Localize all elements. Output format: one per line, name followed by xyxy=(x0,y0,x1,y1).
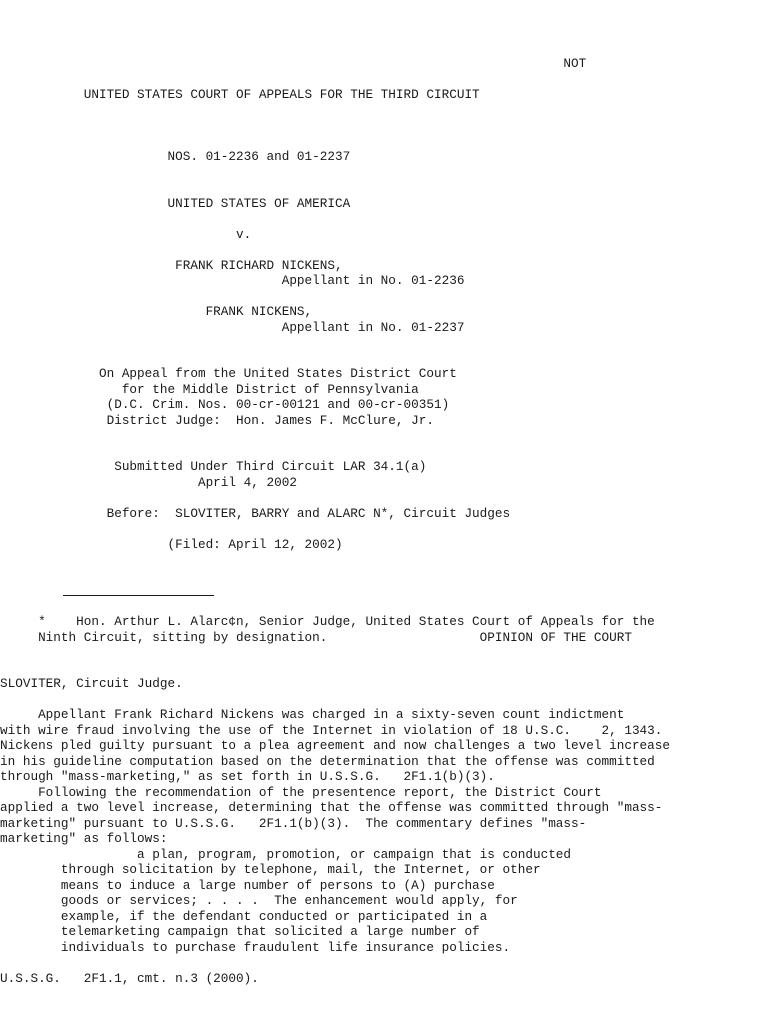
body-line-9: marketing" as follows: xyxy=(0,831,168,846)
body-line-6: Following the recommendation of the presentence report, the District Court xyxy=(0,785,602,800)
body-line-8: marketing" pursuant to U.S.S.G. 2F1.1(b)(3). The commentary defines "mass- xyxy=(0,816,587,831)
footnote-separator xyxy=(63,595,214,596)
quote-line-4: goods or services; . . . . The enhancement would apply, for xyxy=(0,893,518,908)
body-line-7: applied a two level increase, determining that the offense was committed through "mass- xyxy=(0,800,663,815)
appeal-origin-line-3: (D.C. Crim. Nos. 00-cr-00121 and 00-cr-00351) xyxy=(0,397,450,412)
quote-line-3: means to induce a large number of persons to (A) purchase xyxy=(0,878,495,893)
opinion-author: SLOVITER, Circuit Judge. xyxy=(0,676,183,691)
not-precedential-marker: NOT xyxy=(0,56,587,71)
filed-date: (Filed: April 12, 2002) xyxy=(0,537,343,552)
quote-line-7: individuals to purchase fraudulent life insurance policies. xyxy=(0,940,511,955)
body-line-2: with wire fraud involving the use of the Internet in violation of 18 U.S.C. 2, 1343. xyxy=(0,723,663,738)
case-numbers: NOS. 01-2236 and 01-2237 xyxy=(0,149,351,164)
versus-text: v. xyxy=(0,227,252,242)
appellant-line-1: Appellant in No. 01-2236 xyxy=(0,273,465,288)
submitted-under: Submitted Under Third Circuit LAR 34.1(a) xyxy=(0,459,427,474)
panel-judges: Before: SLOVITER, BARRY and ALARC N*, Circuit Judges xyxy=(0,506,511,521)
appellant-line-2: Appellant in No. 01-2237 xyxy=(0,320,465,335)
district-judge: District Judge: Hon. James F. McClure, Jr. xyxy=(0,413,434,428)
body-line-1: Appellant Frank Richard Nickens was charged in a sixty-seven count indictment xyxy=(0,707,625,722)
quote-line-6: telemarketing campaign that solicited a large number of xyxy=(0,924,480,939)
party-defendant-2: FRANK NICKENS, xyxy=(0,304,313,319)
submitted-date: April 4, 2002 xyxy=(0,475,297,490)
quote-line-2: through solicitation by telephone, mail, the Internet, or other xyxy=(0,862,541,877)
citation-line: U.S.S.G. 2F1.1, cmt. n.3 (2000). xyxy=(0,971,259,986)
quote-line-5: example, if the defendant conducted or participated in a xyxy=(0,909,488,924)
appeal-origin-line-1: On Appeal from the United States District Court xyxy=(0,366,457,381)
quote-line-1: a plan, program, promotion, or campaign that is conducted xyxy=(0,847,572,862)
court-name: UNITED STATES COURT OF APPEALS FOR THE THIRD CIRCUIT xyxy=(0,87,480,102)
appeal-origin-line-2: for the Middle District of Pennsylvania xyxy=(0,382,419,397)
body-line-5: through "mass-marketing," as set forth in U.S.S.G. 2F1.1(b)(3). xyxy=(0,769,495,784)
body-line-4: in his guideline computation based on the determination that the offense was committed xyxy=(0,754,655,769)
party-plaintiff: UNITED STATES OF AMERICA xyxy=(0,196,351,211)
body-line-3: Nickens pled guilty pursuant to a plea agreement and now challenges a two level increase xyxy=(0,738,671,753)
party-defendant-1: FRANK RICHARD NICKENS, xyxy=(0,258,343,273)
footnote-line-1: * Hon. Arthur L. Alarc¢n, Senior Judge, United States Court of Appeals for the xyxy=(0,614,655,629)
footnote-line-2: Ninth Circuit, sitting by designation. OPINION OF THE COURT xyxy=(0,630,632,645)
